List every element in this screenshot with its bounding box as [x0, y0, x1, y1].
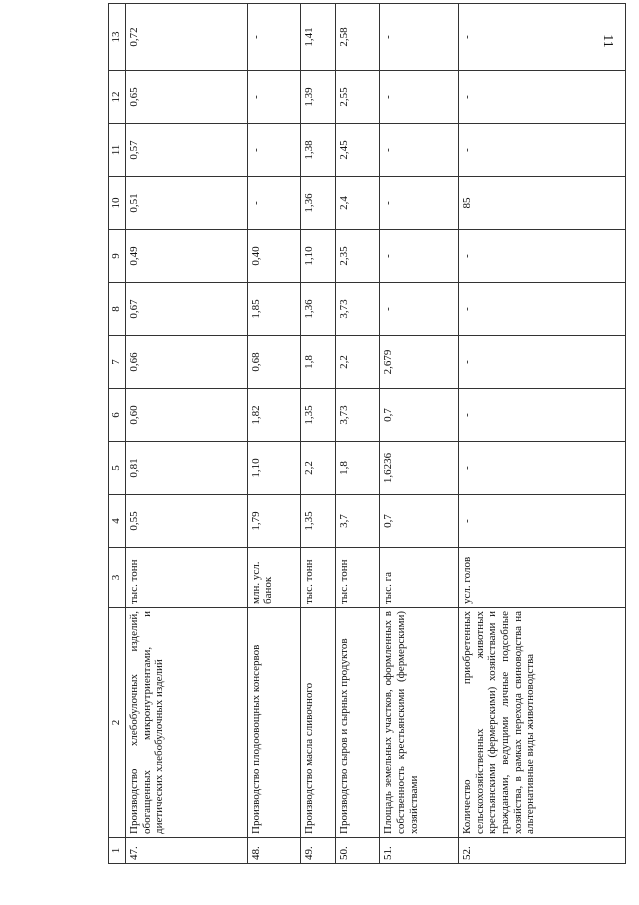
- value-cell: -: [380, 283, 459, 336]
- row-number: 51.: [380, 838, 459, 864]
- value-cell: -: [458, 389, 625, 442]
- value-cell: 1,82: [247, 389, 300, 442]
- header-cell: 12: [109, 71, 126, 124]
- value-cell: 0,60: [126, 389, 248, 442]
- header-cell: 1: [109, 838, 126, 864]
- unit-cell: тыс. тонн: [126, 548, 248, 608]
- header-cell: 9: [109, 230, 126, 283]
- value-cell: 0,72: [126, 4, 248, 71]
- value-cell: 0,55: [126, 495, 248, 548]
- value-cell: 2,4: [336, 177, 380, 230]
- indicator-name: Производство плодоовощных консервов: [247, 608, 300, 838]
- value-cell: 1,41: [300, 4, 336, 71]
- value-cell: -: [380, 71, 459, 124]
- row-number: 49.: [300, 838, 336, 864]
- value-cell: 1,36: [300, 283, 336, 336]
- header-row: [109, 4, 126, 864]
- header-cell: 5: [109, 442, 126, 495]
- header-cell: 13: [109, 4, 126, 71]
- value-cell: -: [380, 124, 459, 177]
- value-cell: 0,7: [380, 495, 459, 548]
- value-cell: -: [247, 177, 300, 230]
- value-cell: 0,66: [126, 336, 248, 389]
- value-cell: 0,49: [126, 230, 248, 283]
- value-cell: 2,2: [336, 336, 380, 389]
- value-cell: -: [247, 71, 300, 124]
- value-cell: 0,81: [126, 442, 248, 495]
- row-number: 47.: [126, 838, 248, 864]
- table-row: [458, 4, 625, 864]
- value-cell: 1,85: [247, 283, 300, 336]
- page-number: 11: [600, 34, 615, 48]
- indicator-name: Площадь земельных участков, оформленных в собственность крестьянскими (фермерскими) хозяйствами: [380, 608, 459, 838]
- value-cell: 1,8: [336, 442, 380, 495]
- header-cell: 4: [109, 495, 126, 548]
- value-cell: 2,45: [336, 124, 380, 177]
- value-cell: -: [247, 124, 300, 177]
- header-cell: 2: [109, 608, 126, 838]
- value-cell: -: [458, 4, 625, 71]
- value-cell: 1,38: [300, 124, 336, 177]
- table-row: [300, 4, 336, 864]
- value-cell: 1,10: [247, 442, 300, 495]
- unit-cell: усл. голов: [458, 548, 625, 608]
- value-cell: -: [380, 177, 459, 230]
- value-cell: 2,679: [380, 336, 459, 389]
- value-cell: -: [380, 4, 459, 71]
- value-cell: -: [380, 230, 459, 283]
- indicators-table: [108, 3, 626, 864]
- value-cell: 0,40: [247, 230, 300, 283]
- value-cell: -: [458, 230, 625, 283]
- table-row: [380, 4, 459, 864]
- value-cell: 1,35: [300, 495, 336, 548]
- value-cell: 1,10: [300, 230, 336, 283]
- value-cell: 1,36: [300, 177, 336, 230]
- value-cell: 1,35: [300, 389, 336, 442]
- value-cell: 2,58: [336, 4, 380, 71]
- value-cell: 1,39: [300, 71, 336, 124]
- value-cell: 3,73: [336, 389, 380, 442]
- value-cell: 2,35: [336, 230, 380, 283]
- row-number: 48.: [247, 838, 300, 864]
- value-cell: -: [458, 71, 625, 124]
- unit-cell: тыс. тонн: [300, 548, 336, 608]
- value-cell: -: [247, 4, 300, 71]
- value-cell: -: [458, 495, 625, 548]
- row-number: 50.: [336, 838, 380, 864]
- value-cell: 3,73: [336, 283, 380, 336]
- table-row: [126, 4, 248, 864]
- table-wrapper: [108, 4, 626, 864]
- value-cell: 85: [458, 177, 625, 230]
- indicator-name: Производство масла сливочного: [300, 608, 336, 838]
- header-cell: 10: [109, 177, 126, 230]
- value-cell: -: [458, 442, 625, 495]
- unit-cell: тыс. га: [380, 548, 459, 608]
- value-cell: 2,55: [336, 71, 380, 124]
- value-cell: -: [458, 124, 625, 177]
- row-number: 52.: [458, 838, 625, 864]
- value-cell: 1,6236: [380, 442, 459, 495]
- value-cell: 0,57: [126, 124, 248, 177]
- header-cell: 3: [109, 548, 126, 608]
- header-cell: 7: [109, 336, 126, 389]
- value-cell: 1,79: [247, 495, 300, 548]
- value-cell: -: [458, 336, 625, 389]
- value-cell: 0,65: [126, 71, 248, 124]
- value-cell: 1,8: [300, 336, 336, 389]
- header-cell: 6: [109, 389, 126, 442]
- value-cell: 0,7: [380, 389, 459, 442]
- indicator-name: Количество приобретенных сельскохозяйственных животных крестьянскими (фермерскими) хозяйствами и гражданами, ведущими личные подсобные хозяйства, в рамках перехода свиноводства на альтернативные виды животноводства: [458, 608, 625, 838]
- unit-cell: млн. усл. банок: [247, 548, 300, 608]
- header-cell: 8: [109, 283, 126, 336]
- header-cell: 11: [109, 124, 126, 177]
- table-row: [336, 4, 380, 864]
- indicator-name: Производство хлебобулочных изделий, обогащенных микронутриентами, и диетических хлебобулочных изделий: [126, 608, 248, 838]
- rotated-table-sheet: [108, 4, 626, 864]
- value-cell: 0,68: [247, 336, 300, 389]
- value-cell: 3,7: [336, 495, 380, 548]
- value-cell: 2,2: [300, 442, 336, 495]
- indicator-name: Производство сыров и сырных продуктов: [336, 608, 380, 838]
- table-row: [247, 4, 300, 864]
- value-cell: 0,67: [126, 283, 248, 336]
- unit-cell: тыс. тонн: [336, 548, 380, 608]
- value-cell: -: [458, 283, 625, 336]
- value-cell: 0,51: [126, 177, 248, 230]
